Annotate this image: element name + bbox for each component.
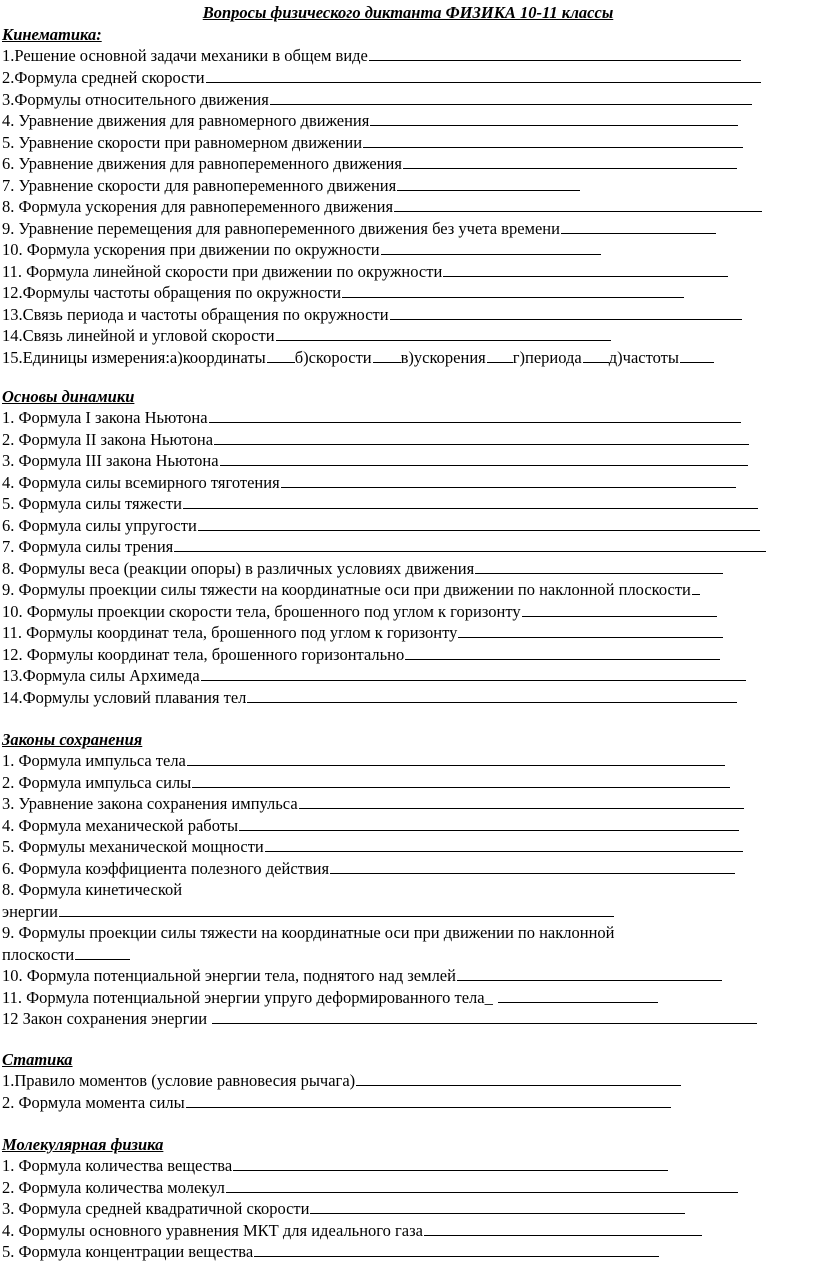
- question-line: [2, 261, 728, 282]
- question-line: [2, 644, 720, 665]
- question-line: [2, 515, 760, 536]
- question-line: [2, 493, 758, 514]
- answer-blank[interactable]: [390, 304, 742, 320]
- question-text: 7. Формула силы трения: [2, 537, 174, 556]
- answer-blank[interactable]: [59, 901, 614, 917]
- answer-blank[interactable]: [342, 282, 684, 298]
- question-text: 13.Формула силы Архимеда: [2, 666, 200, 685]
- answer-blank[interactable]: [498, 987, 658, 1003]
- question-line: [2, 622, 723, 643]
- question-text: 11. Формула потенциальной энергии упруго деформированного тела_: [2, 988, 493, 1007]
- question-line: [2, 196, 762, 217]
- answer-blank[interactable]: [267, 347, 295, 363]
- answer-blank[interactable]: [373, 347, 401, 363]
- answer-blank[interactable]: [561, 218, 716, 234]
- answer-blank[interactable]: [403, 153, 737, 169]
- answer-blank[interactable]: [233, 1155, 668, 1171]
- question-text: плоскости: [2, 945, 75, 964]
- answer-blank[interactable]: [443, 261, 728, 277]
- answer-blank[interactable]: [201, 665, 746, 681]
- question-line: [2, 879, 182, 900]
- answer-blank[interactable]: [458, 622, 723, 638]
- answer-blank[interactable]: [192, 772, 730, 788]
- question-line: [2, 429, 749, 450]
- question-text: 8. Формулы веса (реакции опоры) в различных условиях движения: [2, 559, 475, 578]
- answer-blank[interactable]: [281, 472, 736, 488]
- answer-blank[interactable]: [424, 1220, 702, 1236]
- question-line: [2, 1155, 668, 1176]
- question-line: [2, 772, 730, 793]
- answer-blank[interactable]: [299, 793, 744, 809]
- question-line: [2, 153, 737, 174]
- question-line: [2, 89, 752, 110]
- question-text: 5. Формула концентрации вещества: [2, 1242, 254, 1261]
- answer-blank[interactable]: [522, 601, 717, 617]
- question-line: [2, 1198, 685, 1219]
- question-line: [2, 858, 735, 879]
- units-part-frequency: д)частоты: [608, 348, 679, 367]
- answer-blank[interactable]: [356, 1070, 681, 1086]
- question-text: 7. Уравнение скорости для равнопеременного движения: [2, 176, 397, 195]
- question-text: 2. Формула импульса силы: [2, 773, 192, 792]
- question-line: [2, 901, 614, 922]
- question-text: 2.Формула средней скорости: [2, 68, 205, 87]
- answer-blank[interactable]: [226, 1177, 738, 1193]
- question-text: 6. Формула силы упругости: [2, 516, 197, 535]
- answer-blank[interactable]: [405, 644, 720, 660]
- question-line: [2, 218, 716, 239]
- answer-blank[interactable]: [214, 429, 749, 445]
- question-line: [2, 67, 761, 88]
- question-text: 9. Уравнение перемещения для равнопеременного движения без учета времени: [2, 219, 560, 238]
- question-text: 14.Связь линейной и угловой скорости: [2, 326, 275, 345]
- question-text: 6. Уравнение движения для равнопеременного движения: [2, 154, 402, 173]
- question-text: 2. Формула момента силы: [2, 1093, 185, 1112]
- question-text: 5. Формулы механической мощности: [2, 837, 264, 856]
- question-text: 12. Формулы координат тела, брошенного горизонтально: [2, 645, 405, 664]
- answer-blank[interactable]: [381, 239, 601, 255]
- question-text: 3.Формулы относительного движения: [2, 90, 269, 109]
- section-heading-conservation: Законы сохранения: [2, 730, 143, 749]
- question-text: 10. Формула потенциальной энергии тела, поднятого над землей: [2, 966, 456, 985]
- question-text: 4. Формулы основного уравнения МКТ для идеального газа: [2, 1221, 423, 1240]
- question-text: 5. Формула силы тяжести: [2, 494, 182, 513]
- question-line: [2, 665, 746, 686]
- question-text: 4. Уравнение движения для равномерного движения: [2, 111, 370, 130]
- question-text: 2. Формула количества молекул: [2, 1178, 225, 1197]
- answer-blank[interactable]: [370, 110, 738, 126]
- answer-blank[interactable]: [174, 536, 766, 552]
- answer-blank[interactable]: [475, 558, 723, 574]
- question-line: [2, 325, 611, 346]
- question-line: [2, 922, 615, 943]
- question-text: 13.Связь периода и частоты обращения по окружности: [2, 305, 389, 324]
- question-line: [2, 687, 737, 708]
- question-line: [2, 472, 736, 493]
- answer-blank[interactable]: [265, 836, 743, 852]
- section-heading-kinematics: Кинематика:: [2, 25, 102, 44]
- question-line: [2, 450, 748, 471]
- question-text: 11. Формулы координат тела, брошенного под углом к горизонту: [2, 623, 458, 642]
- question-text: 6. Формула коэффициента полезного действия: [2, 859, 330, 878]
- question-line: [2, 987, 658, 1008]
- question-text: 2. Формула II закона Ньютона: [2, 430, 214, 449]
- question-text: 1. Формула I закона Ньютона: [2, 408, 208, 427]
- answer-blank[interactable]: [212, 1008, 757, 1024]
- question-text: 8. Формула кинетической: [2, 880, 183, 899]
- answer-blank[interactable]: [330, 858, 735, 874]
- answer-blank[interactable]: [680, 347, 714, 363]
- question-text: 10. Формула ускорения при движении по окружности: [2, 240, 380, 259]
- answer-blank[interactable]: [247, 687, 737, 703]
- answer-blank[interactable]: [394, 196, 762, 212]
- answer-blank[interactable]: [254, 1241, 659, 1257]
- question-line: [2, 304, 742, 325]
- question-line: [2, 601, 717, 622]
- answer-blank[interactable]: [183, 493, 758, 509]
- question-text: 9. Формулы проекции силы тяжести на координатные оси при движении по наклонной: [2, 923, 615, 942]
- question-text: 1. Формула количества вещества: [2, 1156, 233, 1175]
- question-line: [2, 175, 580, 196]
- question-line: [2, 407, 741, 428]
- question-line: [2, 1241, 659, 1262]
- question-line: [2, 1070, 681, 1091]
- question-text: 5. Уравнение скорости при равномерном движении: [2, 133, 363, 152]
- question-text: 8. Формула ускорения для равнопеременного движения: [2, 197, 394, 216]
- question-text: 10. Формулы проекции скорости тела, брошенного под углом к горизонту: [2, 602, 521, 621]
- question-line: [2, 132, 743, 153]
- question-text: 3. Формула III закона Ньютона: [2, 451, 219, 470]
- answer-blank[interactable]: [206, 67, 761, 83]
- question-line: [2, 1177, 738, 1198]
- answer-blank[interactable]: [397, 175, 580, 191]
- question-line: [2, 1008, 757, 1029]
- question-line: [2, 1220, 702, 1241]
- question-line: [2, 815, 739, 836]
- section-heading-dynamics: Основы динамики: [2, 387, 135, 406]
- question-line: [2, 965, 722, 986]
- question-line: [2, 793, 744, 814]
- question-line: [2, 536, 766, 557]
- answer-blank[interactable]: [75, 944, 130, 960]
- question-line: [2, 750, 725, 771]
- question-text: 1.Правило моментов (условие равновесия рычага): [2, 1071, 356, 1090]
- answer-blank[interactable]: [220, 450, 748, 466]
- question-text: 4. Формула механической работы: [2, 816, 239, 835]
- answer-blank[interactable]: [692, 579, 700, 595]
- question-line: [2, 110, 738, 131]
- question-text: 1. Формула импульса тела: [2, 751, 186, 770]
- question-line: [2, 45, 741, 66]
- answer-blank[interactable]: [276, 325, 611, 341]
- question-line: [2, 944, 130, 965]
- question-text: 11. Формула линейной скорости при движении по окружности: [2, 262, 443, 281]
- answer-blank[interactable]: [209, 407, 741, 423]
- answer-blank[interactable]: [369, 45, 741, 61]
- answer-blank[interactable]: [239, 815, 739, 831]
- question-text: 1.Решение основной задачи механики в общем виде: [2, 46, 368, 65]
- question-line: [2, 239, 601, 260]
- section-heading-statics: Статика: [2, 1050, 73, 1069]
- question-line: [2, 1092, 671, 1113]
- units-question-line: [2, 347, 714, 368]
- units-part-velocity: б)скорости: [294, 348, 372, 367]
- answer-blank[interactable]: [363, 132, 743, 148]
- answer-blank[interactable]: [457, 965, 722, 981]
- units-part-coordinate: а)координаты: [169, 348, 266, 367]
- question-text: 14.Формулы условий плавания тел: [2, 688, 247, 707]
- question-line: [2, 836, 743, 857]
- units-part-acceleration: в)ускорения: [400, 348, 486, 367]
- question-text: 9. Формулы проекции силы тяжести на координатные оси при движении по наклонной плоскости: [2, 580, 691, 599]
- question-text: 3. Формула средней квадратичной скорости: [2, 1199, 310, 1218]
- page-title: Вопросы физического диктанта ФИЗИКА 10-11 классы: [202, 3, 614, 22]
- question-text: 4. Формула силы всемирного тяготения: [2, 473, 280, 492]
- answer-blank[interactable]: [487, 347, 513, 363]
- units-lead-text: 15.Единицы измерения:: [2, 348, 170, 367]
- answer-blank[interactable]: [186, 1092, 671, 1108]
- units-part-period: г)периода: [512, 348, 582, 367]
- answer-blank[interactable]: [198, 515, 760, 531]
- answer-blank[interactable]: [583, 347, 609, 363]
- question-line: [2, 282, 684, 303]
- question-text: энергии: [2, 902, 58, 921]
- question-text: 12.Формулы частоты обращения по окружности: [2, 283, 342, 302]
- question-line: [2, 579, 700, 600]
- answer-blank[interactable]: [187, 750, 725, 766]
- answer-blank[interactable]: [270, 89, 752, 105]
- section-heading-molecular: Молекулярная физика: [2, 1135, 164, 1154]
- question-line: [2, 558, 723, 579]
- answer-blank[interactable]: [310, 1198, 685, 1214]
- question-text: 12 Закон сохранения энергии: [2, 1009, 208, 1028]
- question-text: 3. Уравнение закона сохранения импульса: [2, 794, 298, 813]
